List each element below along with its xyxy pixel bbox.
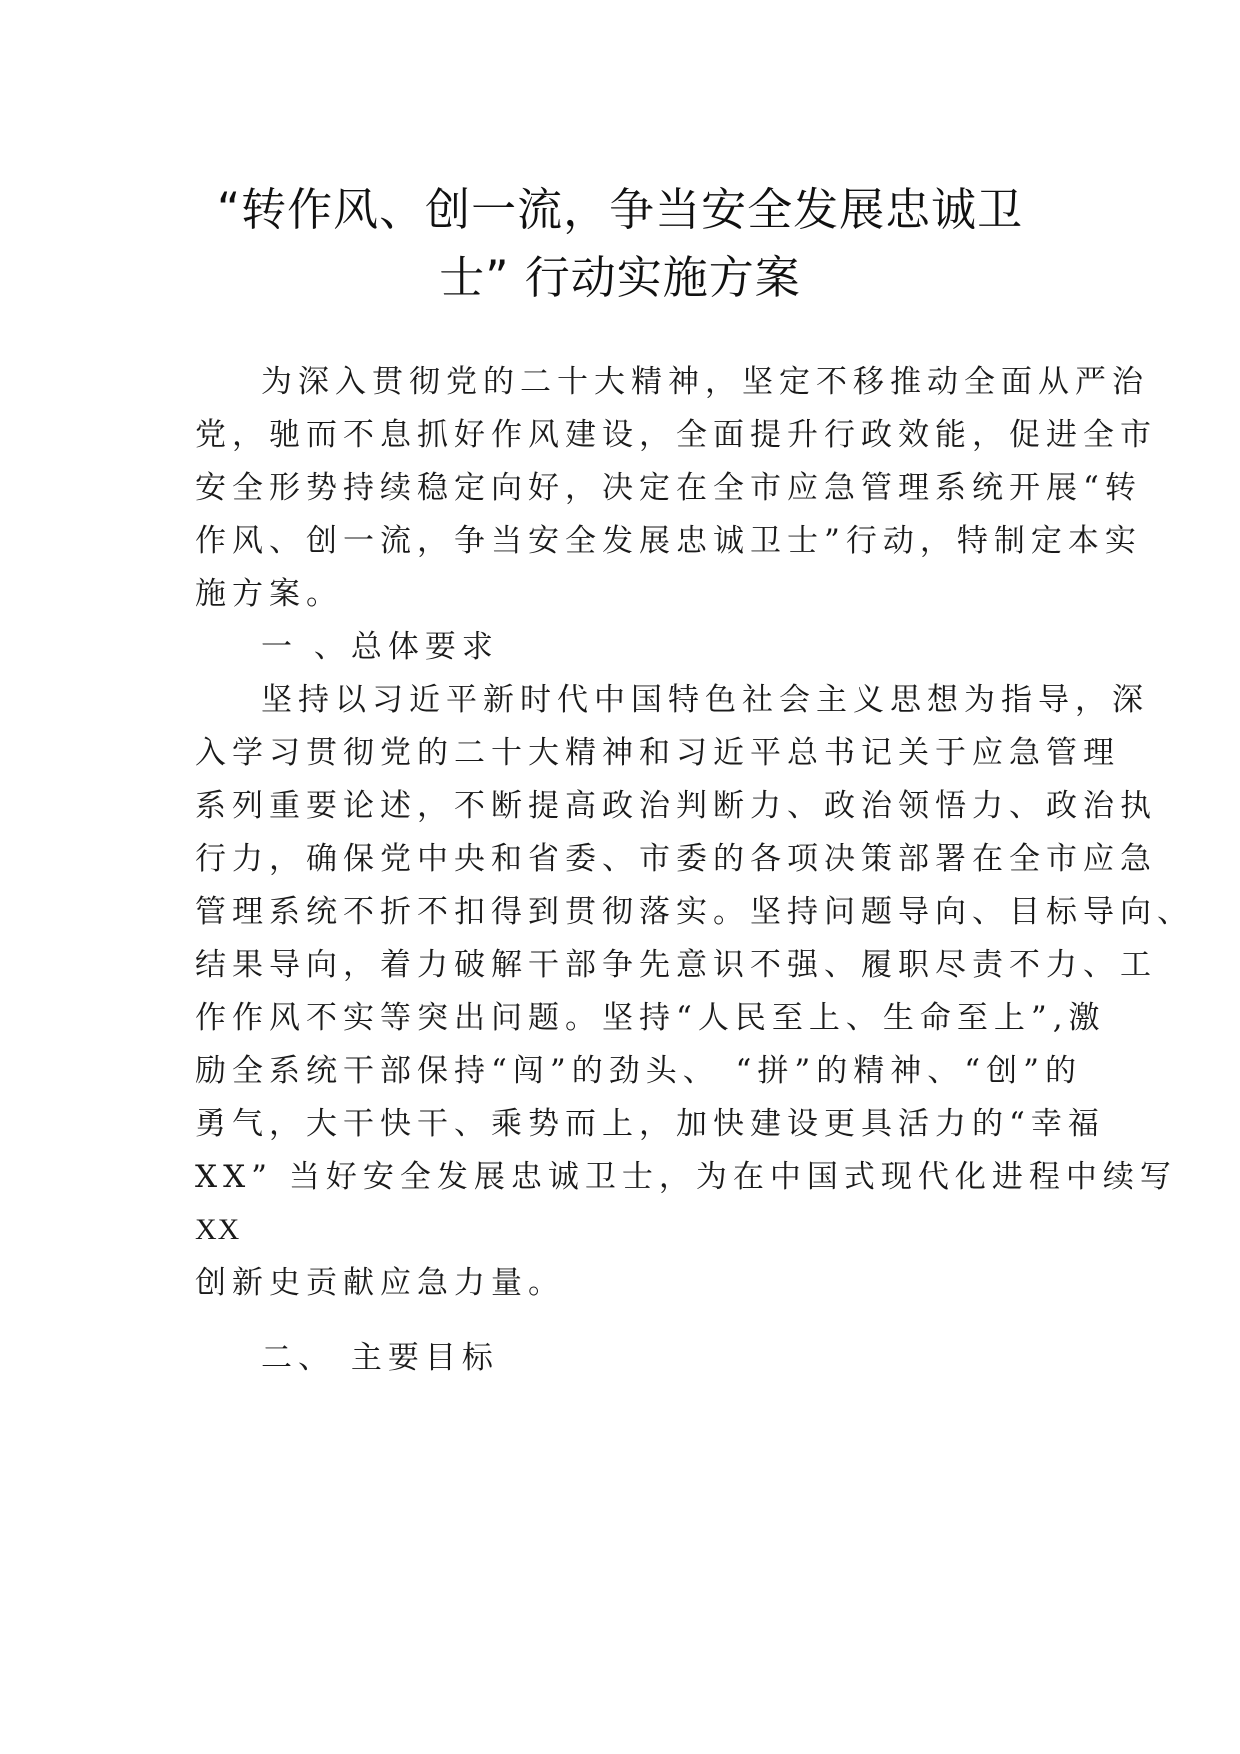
intro-paragraph-line: 安全形势持续稳定向好，决定在全市应急管理系统开展“转	[195, 470, 1142, 506]
section-1-paragraph-line: 励全系统干部保持“闯”的劲头、 “拼”的精神、“创”的	[195, 1053, 1082, 1089]
intro-paragraph-line: 施方案。	[195, 576, 343, 612]
intro-paragraph-line: 为深入贯彻党的二十大精神，坚定不移推动全面从严治	[261, 364, 1149, 400]
intro-paragraph-line: 党，驰而不息抓好作风建设，全面提升行政效能，促进全市	[195, 417, 1157, 453]
section-1-paragraph-line: 创新史贡献应急力量。	[195, 1265, 565, 1301]
section-heading-1: 一 、总体要求	[261, 629, 499, 665]
section-1-paragraph-line: 入学习贯彻党的二十大精神和习近平总书记关于应急管理	[195, 735, 1120, 771]
section-1-paragraph-line: XX	[195, 1213, 241, 1246]
section-1-paragraph-line: 行力，确保党中央和省委、市委的各项决策部署在全市应急	[195, 841, 1157, 877]
section-1-paragraph-line: 坚持以习近平新时代中国特色社会主义思想为指导，深	[261, 682, 1149, 718]
document-title-line-1: “转作风、创一流，争当安全发展忠诚卫	[216, 183, 1024, 236]
section-1-paragraph-line: 作作风不实等突出问题。坚持“人民至上、生命至上”,激	[195, 1000, 1106, 1036]
section-1-paragraph-line: 结果导向，着力破解干部争先意识不强、履职尽责不力、工	[195, 947, 1157, 983]
section-1-paragraph-line: 管理系统不折不扣得到贯彻落实。坚持问题导向、目标导向、	[195, 894, 1194, 930]
document-title-line-2: 士” 行动实施方案	[439, 251, 801, 304]
section-1-paragraph-line: 勇气，大干快干、乘势而上，加快建设更具活力的“幸福	[195, 1106, 1105, 1142]
section-1-paragraph-line: XX” 当好安全发展忠诚卫士，为在中国式现代化进程中续写	[195, 1159, 1177, 1195]
section-1-paragraph-line: 系列重要论述，不断提高政治判断力、政治领悟力、政治执	[195, 788, 1157, 824]
intro-paragraph-line: 作风、创一流，争当安全发展忠诚卫士”行动，特制定本实	[195, 523, 1142, 559]
section-heading-2: 二、 主要目标	[261, 1340, 499, 1376]
